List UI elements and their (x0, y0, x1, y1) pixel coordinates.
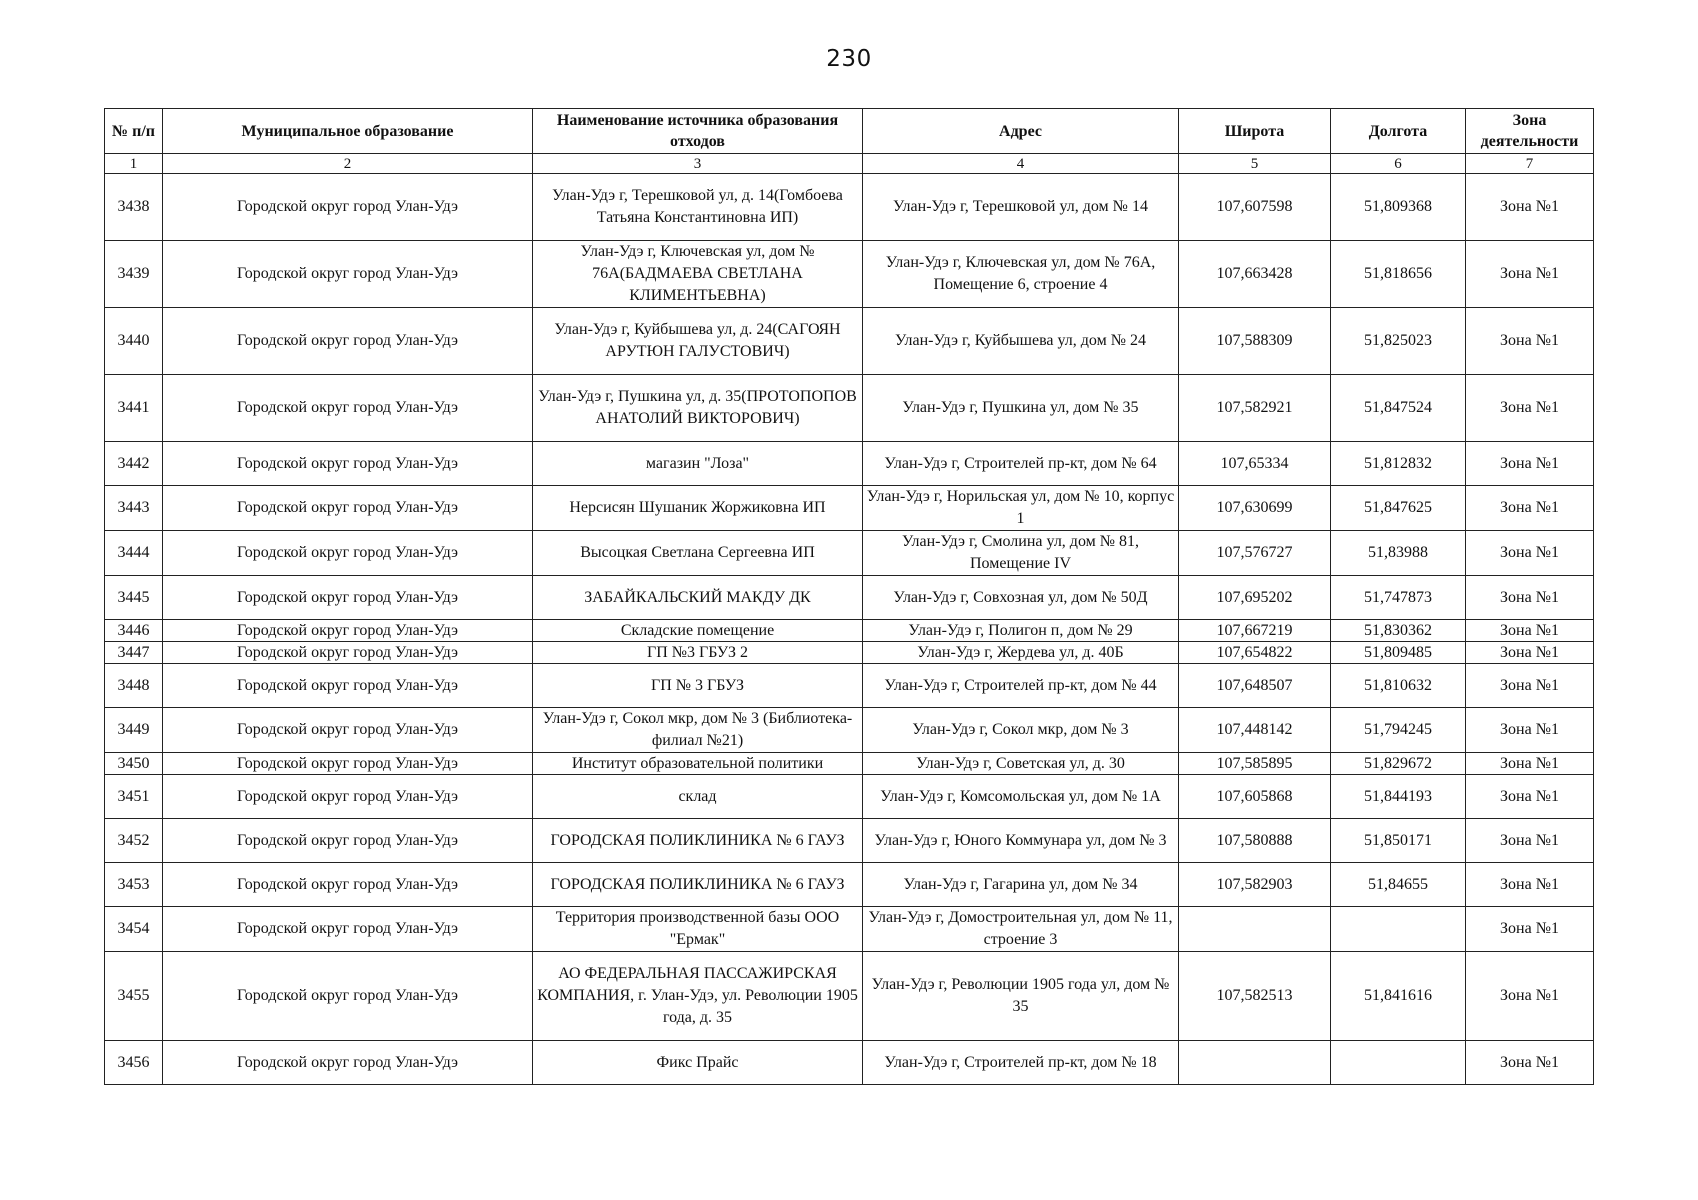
table-body (105, 174, 1594, 1085)
zone-cell: Зона №1 (1466, 753, 1594, 775)
row-number: 3447 (105, 642, 163, 664)
longitude-cell: 51,825023 (1331, 308, 1466, 375)
latitude-cell: 107,695202 (1179, 576, 1331, 620)
latitude-cell: 107,580888 (1179, 819, 1331, 863)
header-address: Адрес (863, 109, 1179, 154)
source-name-cell: Складские помещение (533, 620, 863, 642)
address-cell: Улан-Удэ г, Полигон п, дом № 29 (863, 620, 1179, 642)
waste-sources-table (104, 108, 1594, 1085)
longitude-cell: 51,809485 (1331, 642, 1466, 664)
source-name-cell: Улан-Удэ г, Ключевская ул, дом № 76А(БАДМАЕВА СВЕТЛАНА КЛИМЕНТЬЕВНА) (533, 241, 863, 308)
table-row (105, 642, 1594, 664)
longitude-cell: 51,841616 (1331, 952, 1466, 1041)
latitude-cell: 107,585895 (1179, 753, 1331, 775)
address-cell: Улан-Удэ г, Терешковой ул, дом № 14 (863, 174, 1179, 241)
longitude-cell: 51,847524 (1331, 375, 1466, 442)
row-number: 3450 (105, 753, 163, 775)
row-number: 3451 (105, 775, 163, 819)
table-row (105, 664, 1594, 708)
longitude-cell: 51,812832 (1331, 442, 1466, 486)
latitude-cell: 107,582921 (1179, 375, 1331, 442)
latitude-cell: 107,448142 (1179, 708, 1331, 753)
header-latitude: Широта (1179, 109, 1331, 154)
address-cell: Улан-Удэ г, Смолина ул, дом № 81, Помещение IV (863, 531, 1179, 576)
municipality-cell: Городской округ город Улан-Удэ (163, 952, 533, 1041)
municipality-cell: Городской округ город Улан-Удэ (163, 241, 533, 308)
municipality-cell: Городской округ город Улан-Удэ (163, 642, 533, 664)
municipality-cell: Городской округ город Улан-Удэ (163, 753, 533, 775)
latitude-cell: 107,663428 (1179, 241, 1331, 308)
source-name-cell: Улан-Удэ г, Терешковой ул, д. 14(Гомбоева Татьяна Константиновна ИП) (533, 174, 863, 241)
row-number: 3442 (105, 442, 163, 486)
page-number: 230 (826, 46, 872, 72)
source-name-cell: ГОРОДСКАЯ ПОЛИКЛИНИКА № 6 ГАУЗ (533, 863, 863, 907)
source-name-cell: Фикс Прайс (533, 1041, 863, 1085)
row-number: 3448 (105, 664, 163, 708)
source-name-cell: ГП №3 ГБУЗ 2 (533, 642, 863, 664)
table-row (105, 753, 1594, 775)
municipality-cell: Городской округ город Улан-Удэ (163, 708, 533, 753)
zone-cell: Зона №1 (1466, 620, 1594, 642)
row-number: 3453 (105, 863, 163, 907)
row-number: 3443 (105, 486, 163, 531)
row-number: 3446 (105, 620, 163, 642)
address-cell: Улан-Удэ г, Комсомольская ул, дом № 1А (863, 775, 1179, 819)
address-cell: Улан-Удэ г, Советская ул, д. 30 (863, 753, 1179, 775)
longitude-cell: 51,794245 (1331, 708, 1466, 753)
row-number: 3438 (105, 174, 163, 241)
municipality-cell: Городской округ город Улан-Удэ (163, 620, 533, 642)
row-number: 3456 (105, 1041, 163, 1085)
address-cell: Улан-Удэ г, Ключевская ул, дом № 76А, Помещение 6, строение 4 (863, 241, 1179, 308)
zone-cell: Зона №1 (1466, 442, 1594, 486)
table-row (105, 907, 1594, 952)
table-row (105, 308, 1594, 375)
zone-cell: Зона №1 (1466, 907, 1594, 952)
zone-cell: Зона №1 (1466, 819, 1594, 863)
source-name-cell: склад (533, 775, 863, 819)
zone-cell: Зона №1 (1466, 664, 1594, 708)
column-number: 5 (1179, 154, 1331, 174)
table-row (105, 486, 1594, 531)
row-number: 3455 (105, 952, 163, 1041)
latitude-cell: 107,648507 (1179, 664, 1331, 708)
longitude-cell: 51,830362 (1331, 620, 1466, 642)
address-cell: Улан-Удэ г, Домостроительная ул, дом № 11, строение 3 (863, 907, 1179, 952)
table-row (105, 819, 1594, 863)
table-row (105, 576, 1594, 620)
column-number: 6 (1331, 154, 1466, 174)
municipality-cell: Городской округ город Улан-Удэ (163, 1041, 533, 1085)
source-name-cell: магазин "Лоза" (533, 442, 863, 486)
zone-cell: Зона №1 (1466, 708, 1594, 753)
address-cell: Улан-Удэ г, Строителей пр-кт, дом № 64 (863, 442, 1179, 486)
latitude-cell: 107,667219 (1179, 620, 1331, 642)
table-row (105, 442, 1594, 486)
zone-cell: Зона №1 (1466, 531, 1594, 576)
longitude-cell: 51,818656 (1331, 241, 1466, 308)
source-name-cell: Улан-Удэ г, Сокол мкр, дом № 3 (Библиотека-филиал №21) (533, 708, 863, 753)
row-number: 3440 (105, 308, 163, 375)
zone-cell: Зона №1 (1466, 375, 1594, 442)
zone-cell: Зона №1 (1466, 308, 1594, 375)
table-row (105, 952, 1594, 1041)
address-cell: Улан-Удэ г, Норильская ул, дом № 10, корпус 1 (863, 486, 1179, 531)
latitude-cell: 107,588309 (1179, 308, 1331, 375)
table-row (105, 863, 1594, 907)
address-cell: Улан-Удэ г, Пушкина ул, дом № 35 (863, 375, 1179, 442)
latitude-cell (1179, 907, 1331, 952)
municipality-cell: Городской округ город Улан-Удэ (163, 308, 533, 375)
municipality-cell: Городской округ город Улан-Удэ (163, 174, 533, 241)
header-source: Наименование источника образования отходов (533, 109, 863, 154)
address-cell: Улан-Удэ г, Совхозная ул, дом № 50Д (863, 576, 1179, 620)
latitude-cell: 107,582903 (1179, 863, 1331, 907)
longitude-cell: 51,809368 (1331, 174, 1466, 241)
address-cell: Улан-Удэ г, Гагарина ул, дом № 34 (863, 863, 1179, 907)
table-row (105, 775, 1594, 819)
municipality-cell: Городской округ город Улан-Удэ (163, 863, 533, 907)
column-number: 2 (163, 154, 533, 174)
source-name-cell: ГОРОДСКАЯ ПОЛИКЛИНИКА № 6 ГАУЗ (533, 819, 863, 863)
longitude-cell (1331, 1041, 1466, 1085)
zone-cell: Зона №1 (1466, 241, 1594, 308)
latitude-cell (1179, 1041, 1331, 1085)
municipality-cell: Городской округ город Улан-Удэ (163, 907, 533, 952)
table-row (105, 708, 1594, 753)
latitude-cell: 107,630699 (1179, 486, 1331, 531)
source-name-cell: Высоцкая Светлана Сергеевна ИП (533, 531, 863, 576)
longitude-cell: 51,850171 (1331, 819, 1466, 863)
source-name-cell: Территория производственной базы ООО "Ермак" (533, 907, 863, 952)
row-number: 3445 (105, 576, 163, 620)
row-number: 3439 (105, 241, 163, 308)
zone-cell: Зона №1 (1466, 174, 1594, 241)
longitude-cell: 51,829672 (1331, 753, 1466, 775)
longitude-cell: 51,847625 (1331, 486, 1466, 531)
header-num: № п/п (105, 109, 163, 154)
zone-cell: Зона №1 (1466, 952, 1594, 1041)
header-row (105, 109, 1594, 154)
latitude-cell: 107,582513 (1179, 952, 1331, 1041)
column-number: 4 (863, 154, 1179, 174)
row-number: 3444 (105, 531, 163, 576)
header-zone: Зона деятельности (1466, 109, 1594, 154)
zone-cell: Зона №1 (1466, 486, 1594, 531)
row-number: 3449 (105, 708, 163, 753)
source-name-cell: АО ФЕДЕРАЛЬНАЯ ПАССАЖИРСКАЯ КОМПАНИЯ, г. Улан-Удэ, ул. Революции 1905 года, д. 35 (533, 952, 863, 1041)
longitude-cell: 51,83988 (1331, 531, 1466, 576)
source-name-cell: Улан-Удэ г, Пушкина ул, д. 35(ПРОТОПОПОВ АНАТОЛИЙ ВИКТОРОВИЧ) (533, 375, 863, 442)
row-number: 3454 (105, 907, 163, 952)
municipality-cell: Городской округ город Улан-Удэ (163, 531, 533, 576)
table-row (105, 241, 1594, 308)
column-number: 7 (1466, 154, 1594, 174)
source-name-cell: Нерсисян Шушаник Жоржиковна ИП (533, 486, 863, 531)
header-municipality: Муниципальное образование (163, 109, 533, 154)
municipality-cell: Городской округ город Улан-Удэ (163, 576, 533, 620)
source-name-cell: ЗАБАЙКАЛЬСКИЙ МАКДУ ДК (533, 576, 863, 620)
source-name-cell: Институт образовательной политики (533, 753, 863, 775)
municipality-cell: Городской округ город Улан-Удэ (163, 486, 533, 531)
latitude-cell: 107,576727 (1179, 531, 1331, 576)
latitude-cell: 107,605868 (1179, 775, 1331, 819)
table-row (105, 375, 1594, 442)
zone-cell: Зона №1 (1466, 576, 1594, 620)
address-cell: Улан-Удэ г, Юного Коммунара ул, дом № 3 (863, 819, 1179, 863)
row-number: 3441 (105, 375, 163, 442)
source-name-cell: ГП № 3 ГБУЗ (533, 664, 863, 708)
address-cell: Улан-Удэ г, Строителей пр-кт, дом № 18 (863, 1041, 1179, 1085)
address-cell: Улан-Удэ г, Куйбышева ул, дом № 24 (863, 308, 1179, 375)
latitude-cell: 107,654822 (1179, 642, 1331, 664)
latitude-cell: 107,65334 (1179, 442, 1331, 486)
table-row (105, 174, 1594, 241)
address-cell: Улан-Удэ г, Строителей пр-кт, дом № 44 (863, 664, 1179, 708)
latitude-cell: 107,607598 (1179, 174, 1331, 241)
address-cell: Улан-Удэ г, Революции 1905 года ул, дом № 35 (863, 952, 1179, 1041)
longitude-cell (1331, 907, 1466, 952)
municipality-cell: Городской округ город Улан-Удэ (163, 819, 533, 863)
longitude-cell: 51,844193 (1331, 775, 1466, 819)
column-number: 1 (105, 154, 163, 174)
header-longitude: Долгота (1331, 109, 1466, 154)
table-row (105, 531, 1594, 576)
zone-cell: Зона №1 (1466, 642, 1594, 664)
row-number: 3452 (105, 819, 163, 863)
municipality-cell: Городской округ город Улан-Удэ (163, 442, 533, 486)
municipality-cell: Городской округ город Улан-Удэ (163, 375, 533, 442)
address-cell: Улан-Удэ г, Сокол мкр, дом № 3 (863, 708, 1179, 753)
column-number-row (105, 154, 1594, 174)
table-row (105, 620, 1594, 642)
municipality-cell: Городской округ город Улан-Удэ (163, 664, 533, 708)
longitude-cell: 51,747873 (1331, 576, 1466, 620)
zone-cell: Зона №1 (1466, 863, 1594, 907)
zone-cell: Зона №1 (1466, 1041, 1594, 1085)
column-number: 3 (533, 154, 863, 174)
longitude-cell: 51,810632 (1331, 664, 1466, 708)
zone-cell: Зона №1 (1466, 775, 1594, 819)
longitude-cell: 51,84655 (1331, 863, 1466, 907)
address-cell: Улан-Удэ г, Жердева ул, д. 40Б (863, 642, 1179, 664)
municipality-cell: Городской округ город Улан-Удэ (163, 775, 533, 819)
table-row (105, 1041, 1594, 1085)
source-name-cell: Улан-Удэ г, Куйбышева ул, д. 24(САГОЯН АРУТЮН ГАЛУСТОВИЧ) (533, 308, 863, 375)
